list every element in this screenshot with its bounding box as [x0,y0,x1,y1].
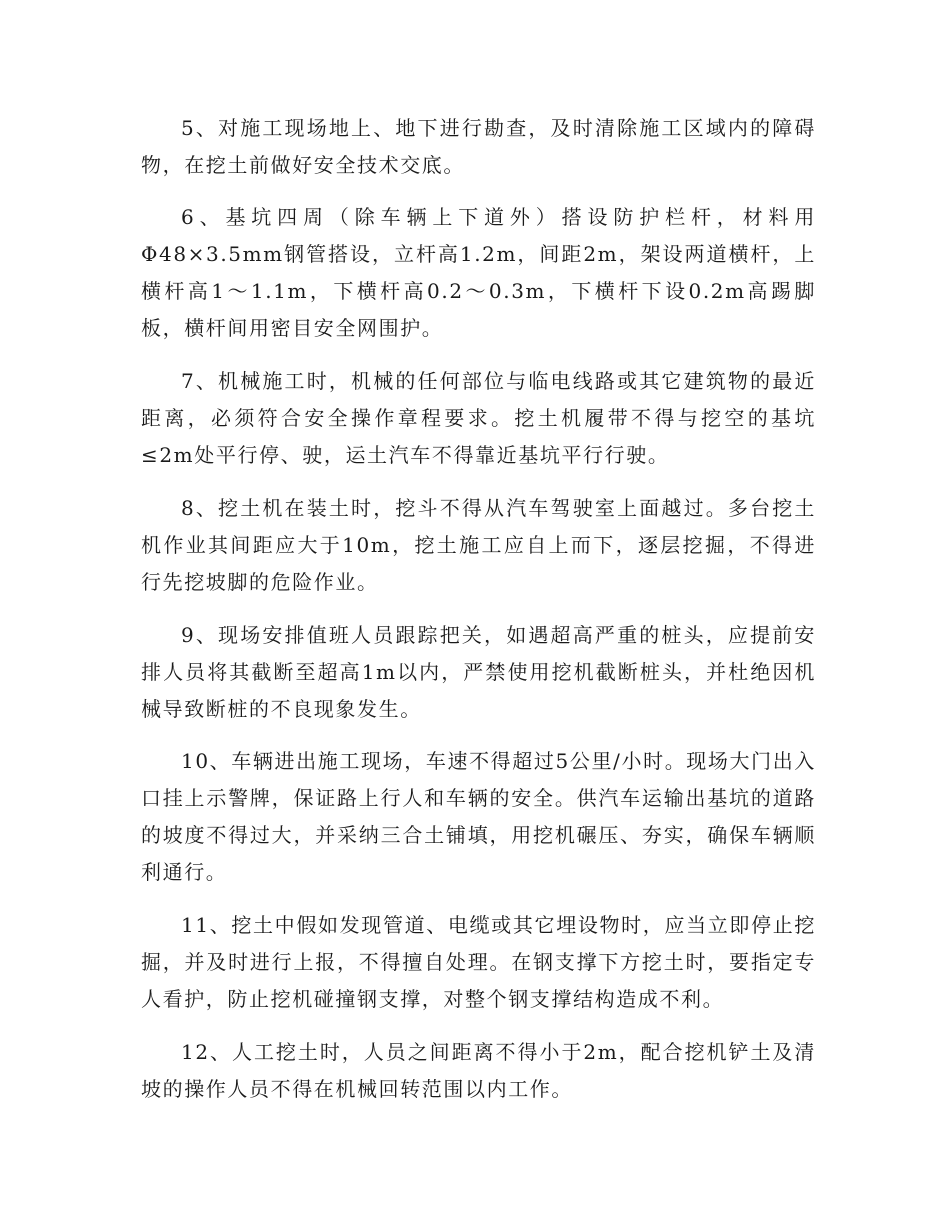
paragraph-item-11: 11、挖土中假如发现管道、电缆或其它埋设物时，应当立即停止挖掘，并及时进行上报，不得擅自处理。在钢支撑下方挖土时，要指定专人看护，防止挖机碰撞钢支撑，对整个钢支撑结构造成不利。 [141,913,816,1011]
paragraph-item-6: 6、基坑四周（除车辆上下道外）搭设防护栏杆，材料用Φ48×3.5mm钢管搭设，立杆高1.2m，间距2m，架设两道横杆，上横杆高1～1.1m，下横杆高0.2～0.3m，下横杆下设0.2m高踢脚板，横杆间用密目安全网围护。 [141,205,816,340]
paragraph-item-5: 5、对施工现场地上、地下进行勘查，及时清除施工区域内的障碍物，在挖土前做好安全技术交底。 [141,116,816,177]
paragraph-item-7: 7、机械施工时，机械的任何部位与临电线路或其它建筑物的最近距离，必须符合安全操作章程要求。挖土机履带不得与挖空的基坑≤2m处平行停、驶，运土汽车不得靠近基坑平行行驶。 [141,369,816,467]
paragraph-item-10: 10、车辆进出施工现场，车速不得超过5公里/小时。现场大门出入口挂上示警牌，保证路上行人和车辆的安全。供汽车运输出基坑的道路的坡度不得过大，并采纳三合土铺填，用挖机碾压、夯实，确保车辆顺利通行。 [141,749,816,884]
paragraph-item-12: 12、人工挖土时，人员之间距离不得小于2m，配合挖机铲土及清坡的操作人员不得在机械回转范围以内工作。 [141,1040,816,1101]
paragraph-item-8: 8、挖土机在装土时，挖斗不得从汽车驾驶室上面越过。多台挖土机作业其间距应大于10m，挖土施工应自上而下，逐层挖掘，不得进行先挖坡脚的危险作业。 [141,496,816,594]
paragraph-item-9: 9、现场安排值班人员跟踪把关，如遇超高严重的桩头，应提前安排人员将其截断至超高1m以内，严禁使用挖机截断桩头，并杜绝因机械导致断桩的不良现象发生。 [141,623,816,721]
